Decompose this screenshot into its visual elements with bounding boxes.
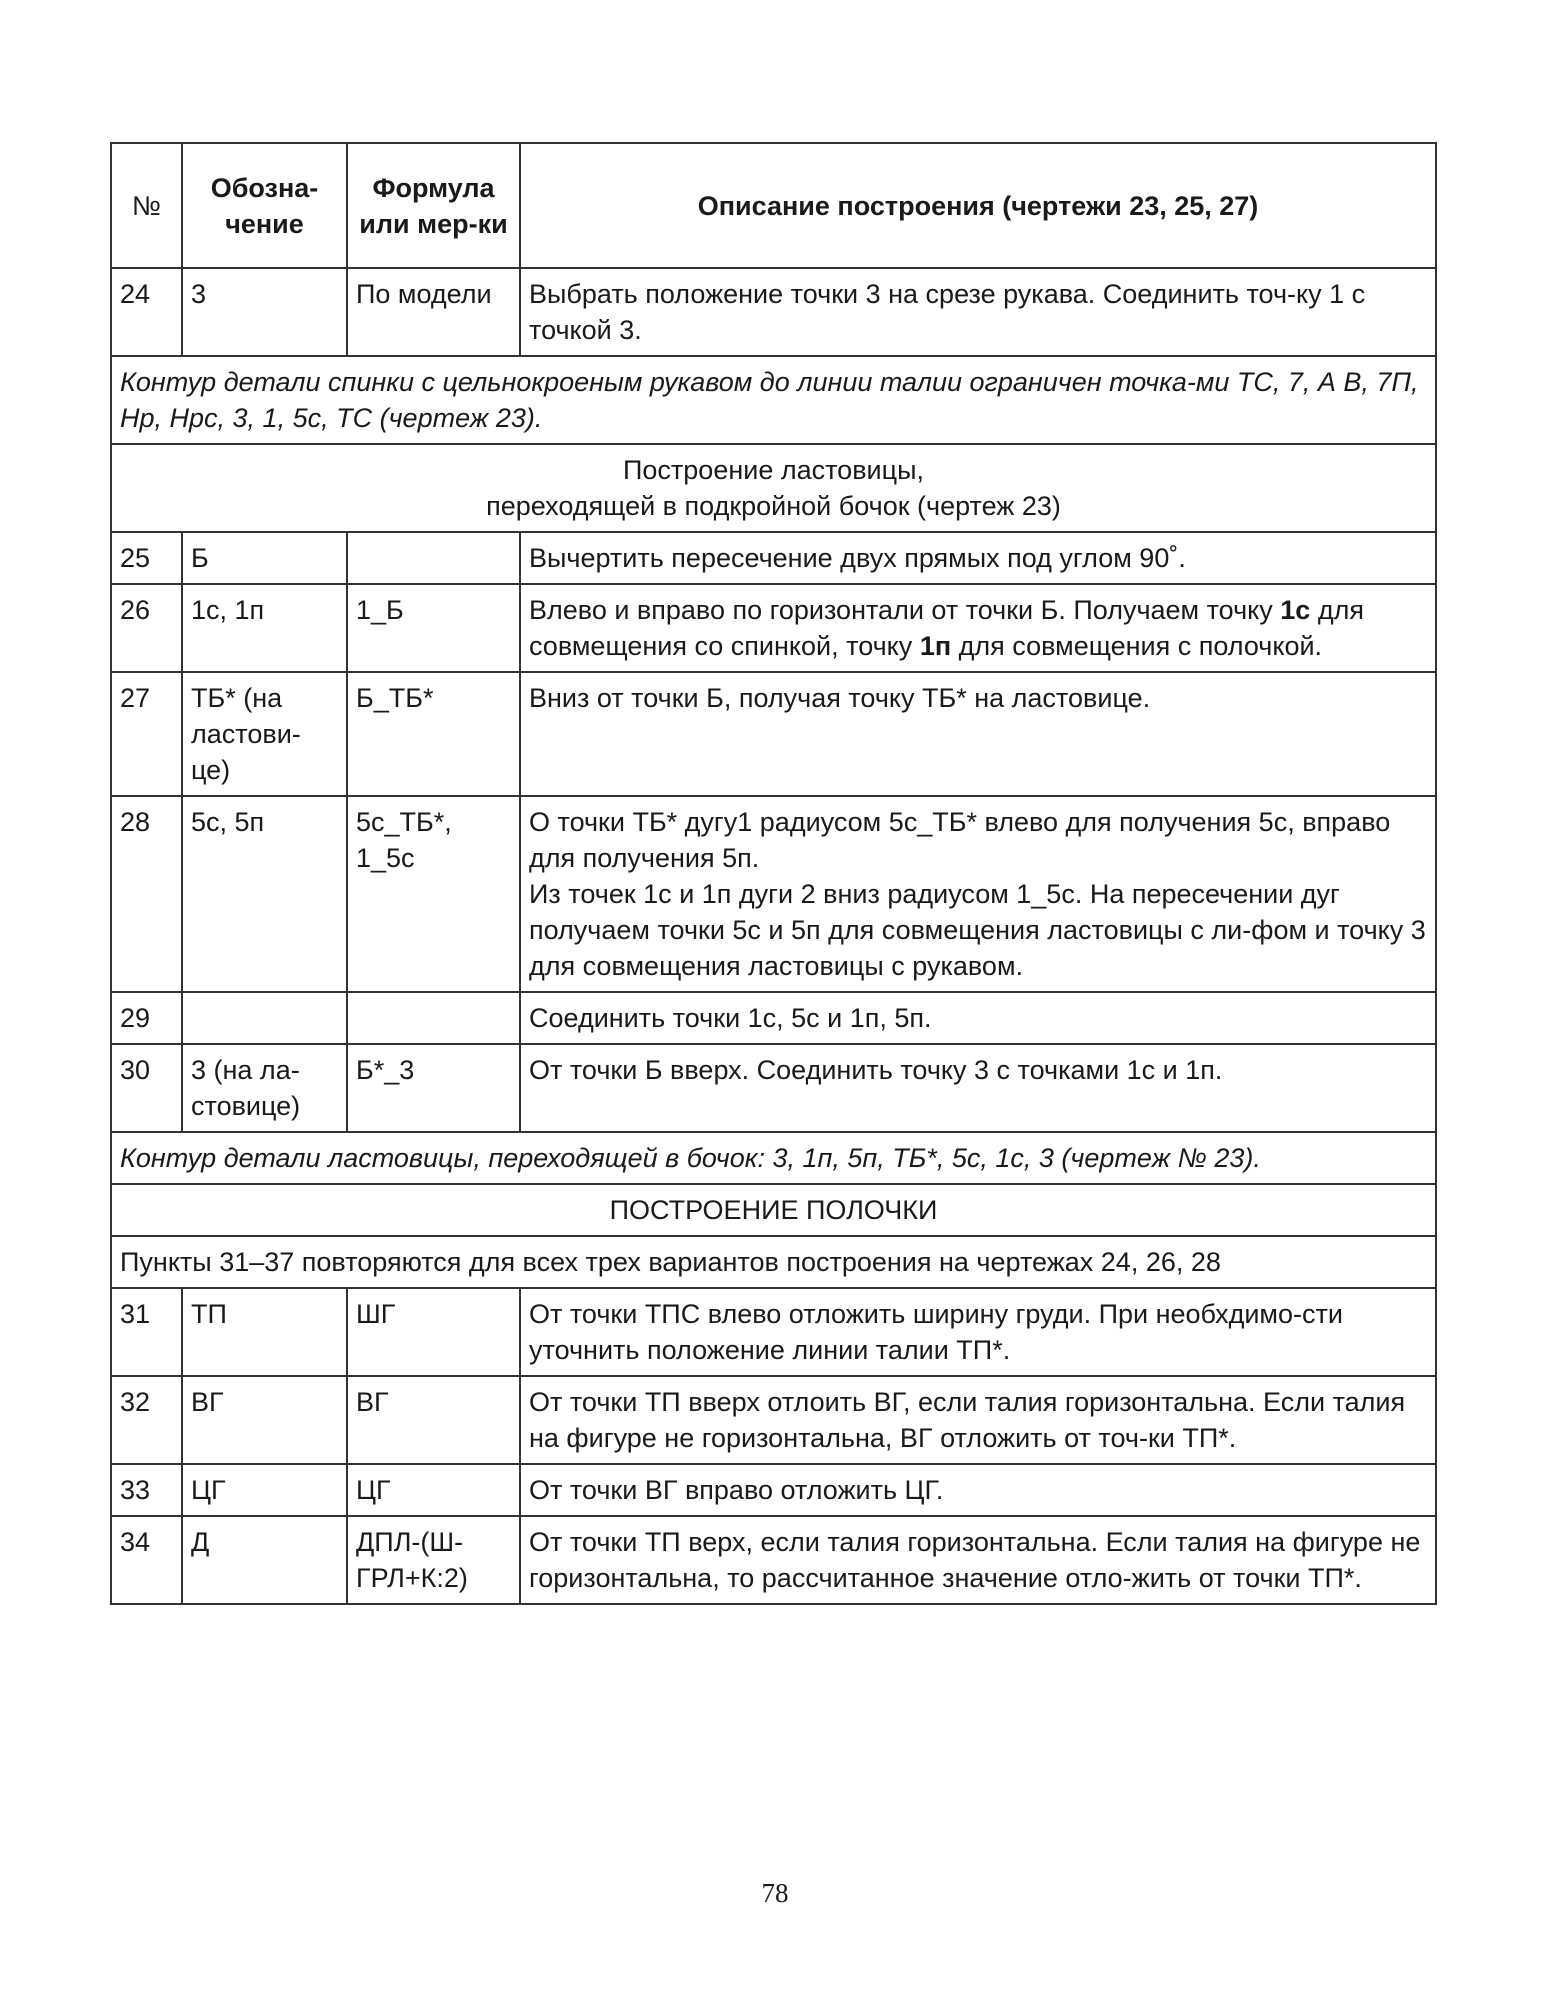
row-number: 31 (111, 1288, 182, 1376)
table-row (111, 1516, 1436, 1604)
description-paragraph: О точки ТБ* дугу1 радиусом 5с_ТБ* влево для получения 5с, вправо для получения 5п. (529, 807, 1391, 873)
table-row (111, 268, 1436, 356)
table-row (111, 584, 1436, 672)
section-heading-row (111, 1184, 1436, 1236)
contour-note-row (111, 356, 1436, 444)
row-designation: Д (182, 1516, 347, 1604)
row-designation: ТП (182, 1288, 347, 1376)
table-row (111, 672, 1436, 796)
row-designation (182, 992, 347, 1044)
row-description (520, 584, 1436, 672)
contour-note-row (111, 1132, 1436, 1184)
row-formula: ДПЛ-(Ш-ГРЛ+К:2) (347, 1516, 520, 1604)
row-formula (347, 992, 520, 1044)
row-number: 32 (111, 1376, 182, 1464)
row-designation: 5с, 5п (182, 796, 347, 992)
row-designation: 1с, 1п (182, 584, 347, 672)
section-heading-line: переходящей в подкройной бочок (чертеж 23) (486, 491, 1061, 521)
row-description (520, 796, 1436, 992)
construction-table (110, 142, 1437, 1605)
row-number: 27 (111, 672, 182, 796)
row-formula: Б*_3 (347, 1044, 520, 1132)
contour-note: Контур детали ластовицы, переходящей в бочок: 3, 1п, 5п, ТБ*, 5с, 1с, 3 (чертеж № 23). (111, 1132, 1436, 1184)
table-row (111, 532, 1436, 584)
row-description: От точки ТП верх, если талия горизонтальна. Если талия на фигуре не горизонтальна, то рассчитанное значение отло-жить от точки ТП*. (520, 1516, 1436, 1604)
table-row (111, 796, 1436, 992)
point-label: 1п (919, 631, 952, 661)
row-formula: ЦГ (347, 1464, 520, 1516)
row-number: 29 (111, 992, 182, 1044)
table-row (111, 1288, 1436, 1376)
row-formula (347, 532, 520, 584)
section-heading-row (111, 444, 1436, 532)
row-formula: 5с_ТБ*, 1_5с (347, 796, 520, 992)
contour-note: Контур детали спинки с цельнокроеным рукавом до линии талии ограничен точка-ми ТС, 7, А В, 7П, Нр, Нрс, 3, 1, 5с, ТС (чертеж 23). (111, 356, 1436, 444)
header-designation: Обозна-чение (182, 143, 347, 268)
row-number: 28 (111, 796, 182, 992)
row-designation: ТБ* (на ластови-це) (182, 672, 347, 796)
row-designation: ВГ (182, 1376, 347, 1464)
row-description: От точки ТП вверх отлоить ВГ, если талия горизонтальна. Если талия на фигуре не горизонтальна, ВГ отложить от точ-ки ТП*. (520, 1376, 1436, 1464)
section-heading-line: Построение ластовицы, (623, 455, 924, 485)
description-text: для совмещения со спинкой, точку (529, 595, 1364, 661)
row-description: От точки Б вверх. Соединить точку 3 с точками 1с и 1п. (520, 1044, 1436, 1132)
row-description: Соединить точки 1с, 5с и 1п, 5п. (520, 992, 1436, 1044)
row-number: 34 (111, 1516, 182, 1604)
row-number: 30 (111, 1044, 182, 1132)
table-row (111, 1376, 1436, 1464)
row-formula: Б_ТБ* (347, 672, 520, 796)
section-heading (111, 444, 1436, 532)
page-number: 78 (761, 1878, 789, 1908)
row-formula: 1_Б (347, 584, 520, 672)
row-description: Вычертить пересечение двух прямых под углом 90˚. (520, 532, 1436, 584)
table-header-row (111, 143, 1436, 268)
description-text: Влево и вправо по горизонтали от точки Б. Получаем точку (529, 595, 1281, 625)
row-formula: По модели (347, 268, 520, 356)
point-label: 1с (1280, 595, 1311, 625)
row-description: Выбрать положение точки 3 на срезе рукава. Соединить точ-ку 1 с точкой 3. (520, 268, 1436, 356)
section-note: Пункты 31–37 повторяются для всех трех вариантов построения на чертежах 24, 26, 28 (111, 1236, 1436, 1288)
table-row (111, 1044, 1436, 1132)
row-designation: 3 (182, 268, 347, 356)
row-description: От точки ВГ вправо отложить ЦГ. (520, 1464, 1436, 1516)
table-row (111, 1464, 1436, 1516)
row-designation: ЦГ (182, 1464, 347, 1516)
header-formula: Формула или мер-ки (347, 143, 520, 268)
row-number: 25 (111, 532, 182, 584)
row-number: 26 (111, 584, 182, 672)
row-designation: 3 (на ла-стовице) (182, 1044, 347, 1132)
row-number: 24 (111, 268, 182, 356)
row-formula: ВГ (347, 1376, 520, 1464)
row-designation: Б (182, 532, 347, 584)
row-description: От точки ТПС влево отложить ширину груди. При необхдимо-сти уточнить положение линии талии ТП*. (520, 1288, 1436, 1376)
description-paragraph: Из точек 1с и 1п дуги 2 вниз радиусом 1_5с. На пересечении дуг получаем точки 5с и 5п для совмещения ластовицы с ли-фом и точку 3 для совмещения ластовицы с рукавом. (529, 879, 1426, 981)
section-heading: ПОСТРОЕНИЕ ПОЛОЧКИ (111, 1184, 1436, 1236)
row-description: Вниз от точки Б, получая точку ТБ* на ластовице. (520, 672, 1436, 796)
header-description: Описание построения (чертежи 23, 25, 27) (520, 143, 1436, 268)
row-number: 33 (111, 1464, 182, 1516)
row-formula: ШГ (347, 1288, 520, 1376)
section-note-row (111, 1236, 1436, 1288)
description-text: для совмещения с полочкой. (951, 631, 1323, 661)
header-number: № (111, 143, 182, 268)
table-row (111, 992, 1436, 1044)
